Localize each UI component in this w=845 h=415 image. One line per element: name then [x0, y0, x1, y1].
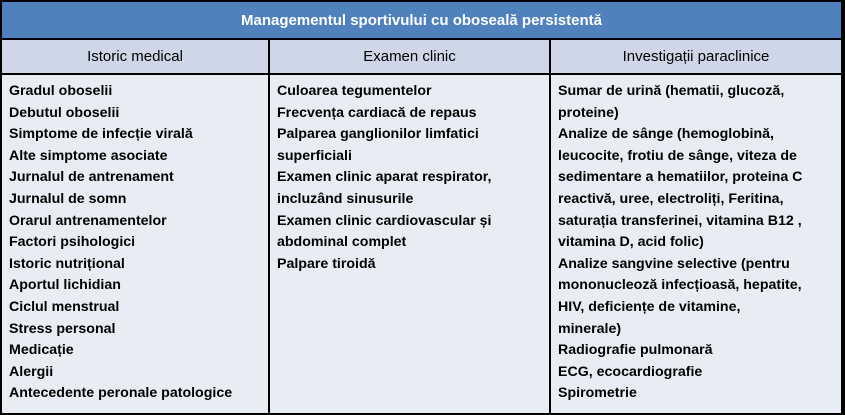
- list-item: sedimentare a hematiilor, proteina C: [558, 169, 803, 186]
- list-item: Jurnalul de somn: [9, 190, 127, 207]
- column-header-medical-history: Istoric medical: [2, 40, 268, 73]
- table-title: Managementul sportivului cu oboseală persistentă: [2, 2, 841, 38]
- list-item: Spirometrie: [558, 385, 637, 402]
- list-item: reactivă, uree, electroliți, Feritina,: [558, 190, 784, 207]
- paraclinical-investigations-list: [551, 75, 841, 413]
- list-item: Culoarea tegumentelor: [277, 83, 432, 99]
- list-item: Antecedente peronale patologice: [9, 385, 233, 402]
- list-item: Gradul oboselii: [9, 83, 113, 99]
- list-item: Frecvența cardiacă de repaus: [277, 104, 477, 121]
- list-item: Ciclul menstrual: [9, 298, 120, 315]
- list-item: Examen clinic cardiovascular și: [277, 212, 492, 229]
- list-item: ECG, ecocardiografie: [558, 363, 703, 380]
- list-item: Analize sangvine selective (pentru: [558, 255, 790, 272]
- column-header-paraclinical-investigations: Investigații paraclinice: [551, 40, 841, 73]
- list-item: incluzând sinusurile: [277, 190, 414, 207]
- list-item: Debutul oboselii: [9, 104, 120, 121]
- column-header-clinical-exam: Examen clinic: [270, 40, 549, 73]
- list-item: minerale): [558, 320, 622, 337]
- list-item: mononucleoză infecțioasă, hepatite,: [558, 277, 802, 294]
- list-item: Jurnalul de antrenament: [9, 169, 174, 186]
- list-item: Simptome de infecție virală: [9, 126, 193, 143]
- list-item: Medicație: [9, 342, 74, 359]
- list-item: Sumar de urină (hematii, glucoză,: [558, 83, 785, 99]
- list-item: saturația transferinei, vitamina B12 ,: [558, 212, 802, 229]
- list-item: Factori psihologici: [9, 234, 136, 251]
- list-item: proteine): [558, 104, 619, 121]
- list-item: Orarul antrenamentelor: [9, 212, 167, 229]
- list-item: Palpare tiroidă: [277, 255, 376, 272]
- list-item: Alergii: [9, 363, 54, 380]
- list-item: Stress personal: [9, 320, 116, 337]
- list-item: vitamina D, acid folic): [558, 234, 704, 251]
- list-item: Aportul lichidian: [9, 277, 121, 294]
- medical-history-list: [2, 75, 268, 413]
- list-item: Analize de sânge (hemoglobină,: [558, 126, 774, 143]
- clinical-exam-list: [270, 75, 549, 413]
- list-item: Istoric nutrițional: [9, 255, 125, 272]
- list-item: leucocite, frotiu de sânge, viteza de: [558, 147, 797, 164]
- list-item: Alte simptome asociate: [9, 147, 168, 164]
- list-item: Radiografie pulmonară: [558, 342, 713, 359]
- list-item: Palparea ganglionilor limfatici: [277, 126, 479, 143]
- list-item: Examen clinic aparat respirator,: [277, 169, 492, 186]
- list-item: superficiali: [277, 147, 352, 164]
- list-item: HIV, deficiențe de vitamine,: [558, 298, 741, 315]
- list-item: abdominal complet: [277, 234, 407, 251]
